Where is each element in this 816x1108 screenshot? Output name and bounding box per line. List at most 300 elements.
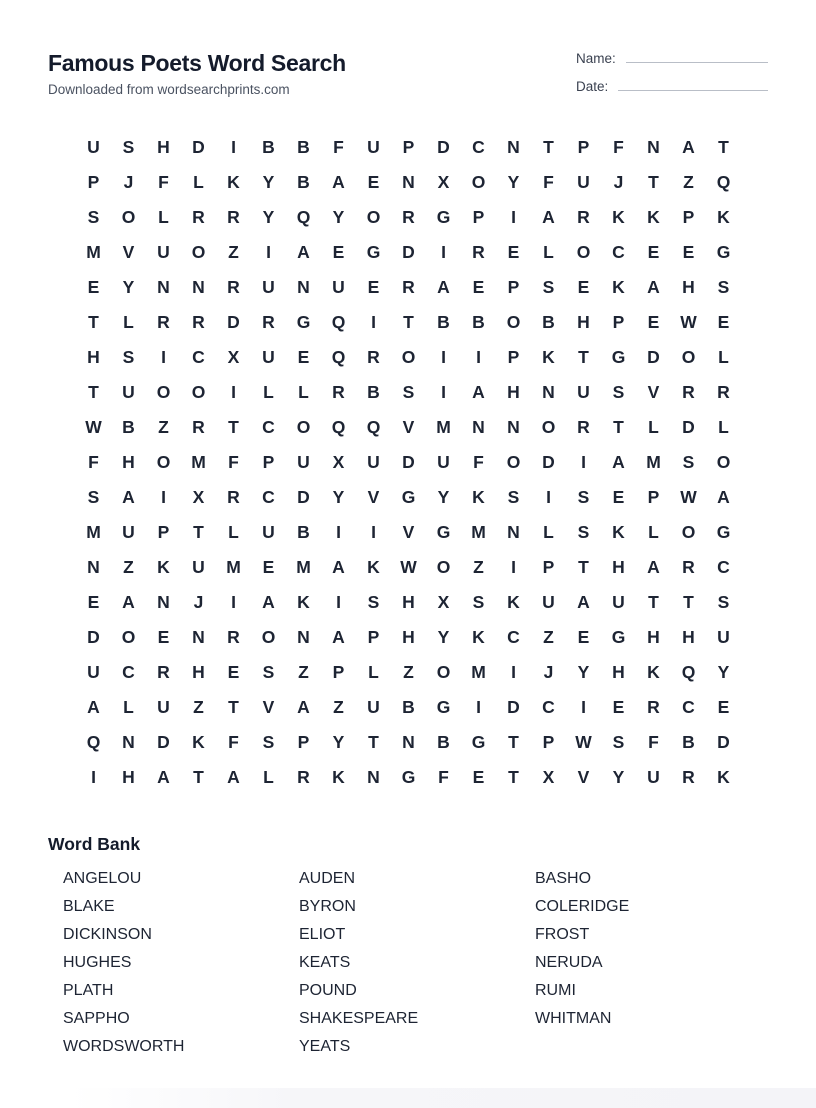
grid-cell[interactable]: U — [122, 522, 135, 542]
grid-cell[interactable]: X — [437, 592, 450, 612]
grid-cell[interactable]: G — [436, 697, 451, 717]
grid-cell[interactable]: S — [87, 207, 100, 227]
grid-cell[interactable]: Q — [296, 207, 311, 227]
grid-cell[interactable]: N — [402, 732, 415, 752]
grid-cell[interactable]: F — [228, 732, 239, 752]
grid-cell[interactable]: K — [612, 277, 625, 297]
grid-cell[interactable]: N — [87, 557, 100, 577]
grid-cell[interactable]: D — [227, 312, 240, 332]
grid-cell[interactable]: A — [122, 592, 135, 612]
grid-cell[interactable]: N — [507, 137, 520, 157]
grid-cell[interactable]: R — [227, 207, 240, 227]
grid-cell[interactable]: Z — [333, 697, 344, 717]
grid-cell[interactable]: S — [542, 277, 555, 297]
grid-cell[interactable]: I — [511, 207, 516, 227]
grid-cell[interactable]: T — [88, 382, 99, 402]
grid-cell[interactable]: E — [472, 277, 485, 297]
grid-cell[interactable]: Q — [366, 417, 381, 437]
grid-cell[interactable]: O — [121, 627, 136, 647]
grid-cell[interactable]: E — [682, 242, 695, 262]
grid-cell[interactable]: E — [157, 627, 170, 647]
grid-cell[interactable]: O — [681, 347, 696, 367]
grid-cell[interactable]: K — [227, 172, 240, 192]
grid-cell[interactable]: S — [577, 522, 590, 542]
grid-cell[interactable]: E — [87, 592, 100, 612]
grid-cell[interactable]: Y — [577, 662, 590, 682]
grid-cell[interactable]: K — [717, 767, 730, 787]
grid-cell[interactable]: O — [716, 452, 731, 472]
grid-cell[interactable]: U — [577, 382, 590, 402]
grid-cell[interactable]: I — [441, 382, 446, 402]
grid-cell[interactable]: A — [472, 382, 485, 402]
grid-cell[interactable]: K — [612, 207, 625, 227]
grid-cell[interactable]: U — [542, 592, 555, 612]
grid-cell[interactable]: I — [371, 312, 376, 332]
grid-cell[interactable]: J — [613, 172, 624, 192]
grid-cell[interactable]: N — [157, 592, 170, 612]
grid-cell[interactable]: I — [91, 767, 96, 787]
grid-cell[interactable]: L — [718, 347, 729, 367]
grid-cell[interactable]: K — [507, 592, 520, 612]
grid-cell[interactable]: O — [401, 347, 416, 367]
grid-cell[interactable]: H — [122, 767, 135, 787]
grid-cell[interactable]: X — [332, 452, 345, 472]
grid-cell[interactable]: T — [368, 732, 379, 752]
grid-cell[interactable]: O — [576, 242, 591, 262]
grid-cell[interactable]: E — [647, 242, 660, 262]
grid-cell[interactable]: C — [262, 417, 275, 437]
grid-cell[interactable]: F — [473, 452, 484, 472]
grid-cell[interactable]: O — [506, 452, 521, 472]
grid-cell[interactable]: U — [297, 452, 310, 472]
grid-cell[interactable]: W — [400, 557, 417, 577]
grid-cell[interactable]: S — [262, 662, 275, 682]
grid-cell[interactable]: T — [648, 592, 659, 612]
name-line[interactable] — [626, 62, 768, 63]
grid-cell[interactable]: F — [333, 137, 344, 157]
grid-cell[interactable]: H — [577, 312, 590, 332]
grid-cell[interactable]: Y — [332, 487, 345, 507]
grid-cell[interactable]: P — [367, 627, 380, 647]
grid-cell[interactable]: D — [647, 347, 660, 367]
grid-cell[interactable]: U — [612, 592, 625, 612]
grid-cell[interactable]: R — [682, 557, 695, 577]
grid-cell[interactable]: O — [471, 172, 486, 192]
grid-cell[interactable]: L — [228, 522, 239, 542]
grid-cell[interactable]: S — [87, 487, 100, 507]
grid-cell[interactable]: Y — [262, 172, 275, 192]
grid-cell[interactable]: E — [367, 172, 380, 192]
grid-cell[interactable]: A — [87, 697, 100, 717]
grid-cell[interactable]: G — [611, 627, 626, 647]
grid-cell[interactable]: E — [227, 662, 240, 682]
grid-cell[interactable]: U — [437, 452, 450, 472]
grid-cell[interactable]: A — [682, 137, 695, 157]
grid-cell[interactable]: W — [85, 417, 102, 437]
grid-cell[interactable]: I — [476, 697, 481, 717]
grid-cell[interactable]: B — [297, 522, 310, 542]
grid-cell[interactable]: U — [157, 242, 170, 262]
grid-cell[interactable]: F — [88, 452, 99, 472]
grid-cell[interactable]: P — [682, 207, 695, 227]
grid-cell[interactable]: T — [403, 312, 414, 332]
grid-cell[interactable]: H — [612, 662, 625, 682]
grid-cell[interactable]: R — [227, 277, 240, 297]
grid-cell[interactable]: L — [368, 662, 379, 682]
grid-cell[interactable]: S — [367, 592, 380, 612]
grid-cell[interactable]: H — [682, 277, 695, 297]
grid-cell[interactable]: N — [297, 277, 310, 297]
grid-cell[interactable]: O — [296, 417, 311, 437]
grid-cell[interactable]: U — [717, 627, 730, 647]
grid-cell[interactable]: Y — [612, 767, 625, 787]
grid-cell[interactable]: O — [366, 207, 381, 227]
grid-cell[interactable]: T — [578, 347, 589, 367]
grid-cell[interactable]: Z — [298, 662, 309, 682]
grid-cell[interactable]: D — [297, 487, 310, 507]
grid-cell[interactable]: L — [123, 697, 134, 717]
grid-cell[interactable]: V — [402, 417, 415, 437]
grid-cell[interactable]: B — [367, 382, 380, 402]
grid-cell[interactable]: D — [157, 732, 170, 752]
grid-cell[interactable]: U — [262, 522, 275, 542]
grid-cell[interactable]: V — [647, 382, 660, 402]
grid-cell[interactable]: K — [542, 347, 555, 367]
grid-cell[interactable]: A — [332, 557, 345, 577]
grid-cell[interactable]: A — [612, 452, 625, 472]
grid-cell[interactable]: P — [542, 557, 555, 577]
grid-cell[interactable]: O — [681, 522, 696, 542]
grid-cell[interactable]: C — [717, 557, 730, 577]
grid-cell[interactable]: F — [613, 137, 624, 157]
grid-cell[interactable]: T — [88, 312, 99, 332]
grid-cell[interactable]: J — [123, 172, 134, 192]
grid-cell[interactable]: T — [578, 557, 589, 577]
grid-cell[interactable]: Z — [543, 627, 554, 647]
grid-cell[interactable]: Y — [262, 207, 275, 227]
grid-cell[interactable]: U — [157, 697, 170, 717]
grid-cell[interactable]: E — [262, 557, 275, 577]
grid-cell[interactable]: C — [612, 242, 625, 262]
grid-cell[interactable]: Q — [331, 347, 346, 367]
grid-cell[interactable]: L — [543, 242, 554, 262]
grid-cell[interactable]: S — [717, 592, 730, 612]
grid-cell[interactable]: W — [575, 732, 592, 752]
grid-cell[interactable]: A — [157, 767, 170, 787]
grid-cell[interactable]: T — [683, 592, 694, 612]
grid-cell[interactable]: G — [296, 312, 311, 332]
grid-cell[interactable]: G — [611, 347, 626, 367]
grid-cell[interactable]: Q — [331, 312, 346, 332]
grid-cell[interactable]: R — [577, 207, 590, 227]
grid-cell[interactable]: P — [507, 347, 520, 367]
grid-cell[interactable]: P — [612, 312, 625, 332]
grid-cell[interactable]: R — [402, 207, 415, 227]
grid-cell[interactable]: R — [647, 697, 660, 717]
grid-cell[interactable]: O — [506, 312, 521, 332]
grid-cell[interactable]: Y — [437, 627, 450, 647]
grid-cell[interactable]: T — [508, 767, 519, 787]
grid-cell[interactable]: I — [511, 662, 516, 682]
grid-cell[interactable]: D — [402, 452, 415, 472]
grid-cell[interactable]: R — [227, 487, 240, 507]
grid-cell[interactable]: O — [156, 382, 171, 402]
grid-cell[interactable]: G — [401, 767, 416, 787]
grid-cell[interactable]: G — [436, 522, 451, 542]
grid-cell[interactable]: M — [471, 662, 486, 682]
grid-cell[interactable]: N — [192, 277, 205, 297]
grid-cell[interactable]: V — [122, 242, 135, 262]
grid-cell[interactable]: J — [193, 592, 204, 612]
grid-cell[interactable]: B — [402, 697, 415, 717]
grid-cell[interactable]: T — [193, 767, 204, 787]
grid-cell[interactable]: A — [227, 767, 240, 787]
grid-cell[interactable]: L — [298, 382, 309, 402]
grid-cell[interactable]: N — [542, 382, 555, 402]
grid-cell[interactable]: Q — [331, 417, 346, 437]
grid-cell[interactable]: E — [577, 627, 590, 647]
grid-cell[interactable]: S — [122, 347, 135, 367]
grid-cell[interactable]: V — [577, 767, 590, 787]
grid-cell[interactable]: C — [192, 347, 205, 367]
grid-cell[interactable]: M — [646, 452, 661, 472]
grid-cell[interactable]: C — [682, 697, 695, 717]
grid-cell[interactable]: A — [332, 627, 345, 647]
grid-cell[interactable]: I — [546, 487, 551, 507]
grid-cell[interactable]: O — [261, 627, 276, 647]
grid-cell[interactable]: R — [227, 627, 240, 647]
grid-cell[interactable]: P — [87, 172, 100, 192]
grid-cell[interactable]: A — [297, 697, 310, 717]
grid-cell[interactable]: I — [441, 347, 446, 367]
grid-cell[interactable]: D — [682, 417, 695, 437]
grid-cell[interactable]: N — [122, 732, 135, 752]
grid-cell[interactable]: O — [121, 207, 136, 227]
grid-cell[interactable]: P — [332, 662, 345, 682]
grid-cell[interactable]: D — [437, 137, 450, 157]
grid-cell[interactable]: A — [262, 592, 275, 612]
grid-cell[interactable]: Z — [683, 172, 694, 192]
grid-cell[interactable]: B — [542, 312, 555, 332]
grid-cell[interactable]: Q — [86, 732, 101, 752]
grid-cell[interactable]: U — [192, 557, 205, 577]
grid-cell[interactable]: F — [158, 172, 169, 192]
grid-cell[interactable]: O — [156, 452, 171, 472]
grid-cell[interactable]: M — [471, 522, 486, 542]
grid-cell[interactable]: U — [332, 277, 345, 297]
grid-cell[interactable]: L — [123, 312, 134, 332]
grid-cell[interactable]: V — [367, 487, 380, 507]
grid-cell[interactable]: H — [192, 662, 205, 682]
grid-cell[interactable]: R — [157, 312, 170, 332]
grid-cell[interactable]: T — [718, 137, 729, 157]
grid-cell[interactable]: Z — [228, 242, 239, 262]
grid-cell[interactable]: N — [507, 522, 520, 542]
grid-cell[interactable]: D — [717, 732, 730, 752]
grid-cell[interactable]: U — [647, 767, 660, 787]
grid-cell[interactable]: L — [543, 522, 554, 542]
grid-cell[interactable]: I — [441, 242, 446, 262]
grid-cell[interactable]: S — [262, 732, 275, 752]
grid-cell[interactable]: H — [402, 592, 415, 612]
grid-cell[interactable]: D — [192, 137, 205, 157]
grid-cell[interactable]: B — [682, 732, 695, 752]
grid-cell[interactable]: A — [332, 172, 345, 192]
grid-cell[interactable]: A — [647, 557, 660, 577]
grid-cell[interactable]: P — [297, 732, 310, 752]
grid-cell[interactable]: R — [402, 277, 415, 297]
grid-cell[interactable]: M — [436, 417, 451, 437]
grid-cell[interactable]: M — [86, 522, 101, 542]
grid-cell[interactable]: T — [193, 522, 204, 542]
grid-cell[interactable]: F — [438, 767, 449, 787]
grid-cell[interactable]: S — [402, 382, 415, 402]
grid-cell[interactable]: S — [577, 487, 590, 507]
grid-cell[interactable]: H — [157, 137, 170, 157]
grid-cell[interactable]: K — [157, 557, 170, 577]
grid-cell[interactable]: I — [371, 522, 376, 542]
grid-cell[interactable]: Y — [122, 277, 135, 297]
grid-cell[interactable]: Z — [158, 417, 169, 437]
grid-cell[interactable]: U — [87, 137, 100, 157]
grid-cell[interactable]: M — [86, 242, 101, 262]
grid-cell[interactable]: X — [437, 172, 450, 192]
grid-cell[interactable]: I — [266, 242, 271, 262]
grid-cell[interactable]: I — [336, 522, 341, 542]
grid-cell[interactable]: M — [226, 557, 241, 577]
grid-cell[interactable]: E — [577, 277, 590, 297]
grid-cell[interactable]: A — [437, 277, 450, 297]
grid-cell[interactable]: S — [612, 732, 625, 752]
grid-cell[interactable]: K — [367, 557, 380, 577]
grid-cell[interactable]: G — [366, 242, 381, 262]
grid-cell[interactable]: N — [367, 767, 380, 787]
grid-cell[interactable]: E — [647, 312, 660, 332]
grid-cell[interactable]: J — [543, 662, 554, 682]
grid-cell[interactable]: I — [161, 347, 166, 367]
grid-cell[interactable]: T — [228, 417, 239, 437]
grid-cell[interactable]: H — [402, 627, 415, 647]
grid-cell[interactable]: H — [122, 452, 135, 472]
grid-cell[interactable]: K — [472, 627, 485, 647]
grid-cell[interactable]: A — [122, 487, 135, 507]
grid-cell[interactable]: B — [297, 172, 310, 192]
grid-cell[interactable]: G — [716, 242, 731, 262]
grid-cell[interactable]: L — [158, 207, 169, 227]
grid-cell[interactable]: X — [542, 767, 555, 787]
grid-cell[interactable]: P — [647, 487, 660, 507]
grid-cell[interactable]: I — [581, 697, 586, 717]
grid-cell[interactable]: G — [471, 732, 486, 752]
grid-cell[interactable]: A — [297, 242, 310, 262]
grid-cell[interactable]: P — [507, 277, 520, 297]
date-line[interactable] — [618, 90, 768, 91]
grid-cell[interactable]: F — [648, 732, 659, 752]
grid-cell[interactable]: N — [192, 627, 205, 647]
grid-cell[interactable]: Z — [123, 557, 134, 577]
grid-cell[interactable]: U — [122, 382, 135, 402]
grid-cell[interactable]: I — [336, 592, 341, 612]
grid-cell[interactable]: H — [647, 627, 660, 647]
grid-cell[interactable]: A — [717, 487, 730, 507]
grid-cell[interactable]: T — [543, 137, 554, 157]
grid-cell[interactable]: H — [612, 557, 625, 577]
grid-cell[interactable]: K — [717, 207, 730, 227]
grid-cell[interactable]: U — [262, 277, 275, 297]
grid-cell[interactable]: K — [472, 487, 485, 507]
grid-cell[interactable]: Q — [681, 662, 696, 682]
grid-cell[interactable]: S — [682, 452, 695, 472]
grid-cell[interactable]: E — [612, 487, 625, 507]
grid-cell[interactable]: E — [297, 347, 310, 367]
grid-cell[interactable]: B — [262, 137, 275, 157]
grid-cell[interactable]: C — [262, 487, 275, 507]
grid-cell[interactable]: K — [297, 592, 310, 612]
grid-cell[interactable]: G — [716, 522, 731, 542]
grid-cell[interactable]: Z — [403, 662, 414, 682]
grid-cell[interactable]: R — [717, 382, 730, 402]
grid-cell[interactable]: M — [296, 557, 311, 577]
grid-cell[interactable]: R — [297, 767, 310, 787]
grid-cell[interactable]: W — [680, 312, 697, 332]
grid-cell[interactable]: R — [332, 382, 345, 402]
grid-cell[interactable]: R — [192, 417, 205, 437]
grid-cell[interactable]: R — [192, 312, 205, 332]
grid-cell[interactable]: S — [122, 137, 135, 157]
grid-cell[interactable]: C — [507, 627, 520, 647]
grid-cell[interactable]: B — [472, 312, 485, 332]
grid-cell[interactable]: K — [612, 522, 625, 542]
grid-cell[interactable]: P — [472, 207, 485, 227]
grid-cell[interactable]: D — [87, 627, 100, 647]
grid-cell[interactable]: O — [541, 417, 556, 437]
grid-cell[interactable]: R — [367, 347, 380, 367]
grid-cell[interactable]: E — [332, 242, 345, 262]
grid-cell[interactable]: K — [192, 732, 205, 752]
grid-cell[interactable]: I — [231, 382, 236, 402]
grid-cell[interactable]: R — [472, 242, 485, 262]
grid-cell[interactable]: S — [507, 487, 520, 507]
grid-cell[interactable]: N — [157, 277, 170, 297]
grid-cell[interactable]: T — [648, 172, 659, 192]
grid-cell[interactable]: A — [542, 207, 555, 227]
grid-cell[interactable]: Z — [473, 557, 484, 577]
grid-cell[interactable]: F — [543, 172, 554, 192]
grid-cell[interactable]: S — [472, 592, 485, 612]
grid-cell[interactable]: U — [367, 452, 380, 472]
grid-cell[interactable]: E — [472, 767, 485, 787]
grid-cell[interactable]: C — [122, 662, 135, 682]
grid-cell[interactable]: P — [157, 522, 170, 542]
grid-cell[interactable]: I — [476, 347, 481, 367]
grid-cell[interactable]: R — [577, 417, 590, 437]
grid-cell[interactable]: Y — [332, 732, 345, 752]
grid-cell[interactable]: Y — [437, 487, 450, 507]
grid-cell[interactable]: S — [717, 277, 730, 297]
grid-cell[interactable]: R — [192, 207, 205, 227]
grid-cell[interactable]: H — [87, 347, 100, 367]
grid-cell[interactable]: L — [193, 172, 204, 192]
grid-cell[interactable]: T — [508, 732, 519, 752]
grid-cell[interactable]: N — [472, 417, 485, 437]
grid-cell[interactable]: O — [436, 557, 451, 577]
grid-cell[interactable]: R — [682, 382, 695, 402]
grid-cell[interactable]: E — [717, 312, 730, 332]
grid-cell[interactable]: L — [718, 417, 729, 437]
grid-cell[interactable]: I — [511, 557, 516, 577]
grid-cell[interactable]: D — [402, 242, 415, 262]
grid-cell[interactable]: S — [612, 382, 625, 402]
